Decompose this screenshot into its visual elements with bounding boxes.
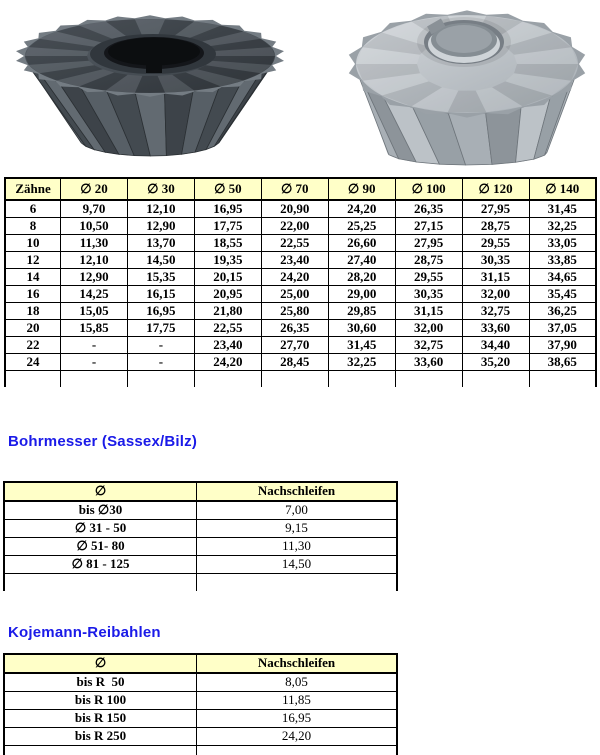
column-header: ∅ 120 [462, 178, 529, 200]
table-cell: 20 [5, 320, 61, 337]
column-header: ∅ 90 [328, 178, 395, 200]
table-cell: 26,60 [328, 235, 395, 252]
table-cell: 12 [5, 252, 61, 269]
table-cell: 37,90 [529, 337, 596, 354]
kojemann-nachschleifen-table [3, 653, 398, 755]
table-cell: 20,95 [194, 286, 261, 303]
table-cell: 29,85 [328, 303, 395, 320]
table-cell: 9,70 [61, 200, 128, 218]
table-cell: 12,90 [127, 218, 194, 235]
table-cell: 21,80 [194, 303, 261, 320]
table-cell: - [127, 337, 194, 354]
column-header: Nachschleifen [197, 482, 397, 501]
column-header: Zähne [5, 178, 61, 200]
empty-cell [4, 746, 197, 755]
column-header: ∅ 100 [395, 178, 462, 200]
column-header: Nachschleifen [197, 654, 397, 673]
empty-cell [127, 371, 194, 388]
bevel-milling-cutter-light-image [342, 2, 594, 168]
table-row [4, 673, 397, 692]
table-cell: bis ∅30 [4, 501, 197, 520]
table-cell: 36,25 [529, 303, 596, 320]
table-cell: 25,00 [261, 286, 328, 303]
zaehne-diameter-price-table [4, 177, 597, 387]
table-cell: 25,80 [261, 303, 328, 320]
table-cell: 17,75 [127, 320, 194, 337]
table-row [5, 218, 596, 235]
column-header: ∅ [4, 654, 197, 673]
empty-cell [61, 371, 128, 388]
table-cell: 15,05 [61, 303, 128, 320]
table-cell: 32,00 [462, 286, 529, 303]
column-header: ∅ 140 [529, 178, 596, 200]
table-cell: bis R 100 [4, 692, 197, 710]
empty-cell [197, 574, 397, 592]
table-row [4, 501, 397, 520]
table-cell: 8 [5, 218, 61, 235]
column-header: ∅ 30 [127, 178, 194, 200]
table-cell: bis R 50 [4, 673, 197, 692]
table-cell: 20,15 [194, 269, 261, 286]
angle-milling-cutter-dark-image [8, 4, 296, 164]
table-cell: 31,15 [462, 269, 529, 286]
table-cell: 25,25 [328, 218, 395, 235]
table-cell: 24,20 [328, 200, 395, 218]
empty-cell [395, 371, 462, 388]
table-cell: 26,35 [395, 200, 462, 218]
table-cell: 33,85 [529, 252, 596, 269]
table-cell: 35,45 [529, 286, 596, 303]
table-cell: 28,75 [462, 218, 529, 235]
column-header: ∅ 20 [61, 178, 128, 200]
table-cell: 29,55 [395, 269, 462, 286]
table-row [4, 538, 397, 556]
table-cell: 28,75 [395, 252, 462, 269]
table-cell: 24,20 [194, 354, 261, 371]
table-cell: 27,95 [462, 200, 529, 218]
section-heading-bohrmesser: Bohrmesser (Sassex/Bilz) [8, 433, 198, 450]
table-row [5, 354, 596, 371]
table-cell: bis R 250 [4, 728, 197, 746]
table-cell: 19,35 [194, 252, 261, 269]
empty-cell [194, 371, 261, 388]
table-cell: 28,20 [328, 269, 395, 286]
empty-cell [328, 371, 395, 388]
table-cell: 11,30 [61, 235, 128, 252]
table-cell: 8,05 [197, 673, 397, 692]
table-cell: 12,10 [127, 200, 194, 218]
table-cell: 22 [5, 337, 61, 354]
table-cell: 17,75 [194, 218, 261, 235]
table-cell: 27,40 [328, 252, 395, 269]
table-cell: 16 [5, 286, 61, 303]
table-cell: 32,00 [395, 320, 462, 337]
table-cell: 15,85 [61, 320, 128, 337]
empty-table-row [5, 371, 596, 388]
table-cell: 13,70 [127, 235, 194, 252]
table-cell: 16,15 [127, 286, 194, 303]
column-header: ∅ 70 [261, 178, 328, 200]
table-cell: ∅ 31 - 50 [4, 520, 197, 538]
table-cell: 11,85 [197, 692, 397, 710]
table-cell: 10 [5, 235, 61, 252]
table-cell: 14,50 [197, 556, 397, 574]
table-cell: 33,60 [395, 354, 462, 371]
table-row [4, 692, 397, 710]
bohrmesser-nachschleifen-table [3, 481, 398, 591]
column-header: ∅ 50 [194, 178, 261, 200]
table-cell: 14 [5, 269, 61, 286]
table-cell: 16,95 [194, 200, 261, 218]
table-cell: 32,75 [462, 303, 529, 320]
table-cell: 16,95 [127, 303, 194, 320]
empty-cell [4, 574, 197, 592]
table-cell: 31,45 [529, 200, 596, 218]
table-cell: 18,55 [194, 235, 261, 252]
table-row [4, 728, 397, 746]
table-cell: 32,25 [328, 354, 395, 371]
table-cell: 12,90 [61, 269, 128, 286]
table-cell: 23,40 [261, 252, 328, 269]
table-cell: 27,70 [261, 337, 328, 354]
table-cell: ∅ 51- 80 [4, 538, 197, 556]
table-cell: 24,20 [197, 728, 397, 746]
table-cell: 38,65 [529, 354, 596, 371]
table-cell: 35,20 [462, 354, 529, 371]
milling-cutter-photo-left [8, 4, 296, 164]
table-cell: 18 [5, 303, 61, 320]
table-row [5, 303, 596, 320]
table-cell: 32,25 [529, 218, 596, 235]
table-row [5, 252, 596, 269]
table-cell: 33,60 [462, 320, 529, 337]
table-cell: 9,15 [197, 520, 397, 538]
table-row [5, 337, 596, 354]
table-cell: 22,00 [261, 218, 328, 235]
table-cell: 31,15 [395, 303, 462, 320]
table-cell: 22,55 [194, 320, 261, 337]
table-row [4, 556, 397, 574]
table-row [5, 235, 596, 252]
table-cell: 14,50 [127, 252, 194, 269]
empty-cell [5, 371, 61, 388]
empty-cell [529, 371, 596, 388]
table-header-row [4, 654, 397, 673]
table-cell: bis R 150 [4, 710, 197, 728]
column-header: ∅ [4, 482, 197, 501]
table-cell: 29,00 [328, 286, 395, 303]
table-cell: - [61, 337, 128, 354]
table-cell: 26,35 [261, 320, 328, 337]
table-cell: 30,35 [462, 252, 529, 269]
table-cell: 37,05 [529, 320, 596, 337]
table-cell: 27,15 [395, 218, 462, 235]
table-cell: 30,35 [395, 286, 462, 303]
table-cell: 24,20 [261, 269, 328, 286]
table-cell: 6 [5, 200, 61, 218]
table-cell: 14,25 [61, 286, 128, 303]
table-cell: 33,05 [529, 235, 596, 252]
table-cell: 20,90 [261, 200, 328, 218]
table-cell: 22,55 [261, 235, 328, 252]
table-cell: 10,50 [61, 218, 128, 235]
empty-cell [261, 371, 328, 388]
table-header-row [4, 482, 397, 501]
table-cell: 16,95 [197, 710, 397, 728]
table-cell: 23,40 [194, 337, 261, 354]
table-row [4, 710, 397, 728]
table-cell: 7,00 [197, 501, 397, 520]
table-cell: 29,55 [462, 235, 529, 252]
table-cell: - [61, 354, 128, 371]
section-heading-kojemann: Kojemann-Reibahlen [8, 624, 161, 641]
table-cell: 32,75 [395, 337, 462, 354]
table-cell: 15,35 [127, 269, 194, 286]
table-row [5, 286, 596, 303]
empty-table-row [4, 574, 397, 592]
milling-cutter-photo-right [342, 2, 594, 168]
table-cell: 12,10 [61, 252, 128, 269]
table-cell: 34,65 [529, 269, 596, 286]
table-cell: 27,95 [395, 235, 462, 252]
table-row [4, 520, 397, 538]
table-row [5, 320, 596, 337]
table-cell: 24 [5, 354, 61, 371]
empty-table-row [4, 746, 397, 755]
table-cell: 28,45 [261, 354, 328, 371]
table-row [5, 269, 596, 286]
table-row [5, 200, 596, 218]
table-cell: ∅ 81 - 125 [4, 556, 197, 574]
table-cell: 30,60 [328, 320, 395, 337]
table-cell: 11,30 [197, 538, 397, 556]
table-cell: 31,45 [328, 337, 395, 354]
empty-cell [462, 371, 529, 388]
table-cell: 34,40 [462, 337, 529, 354]
table-header-row [5, 178, 596, 200]
empty-cell [197, 746, 397, 755]
table-cell: - [127, 354, 194, 371]
